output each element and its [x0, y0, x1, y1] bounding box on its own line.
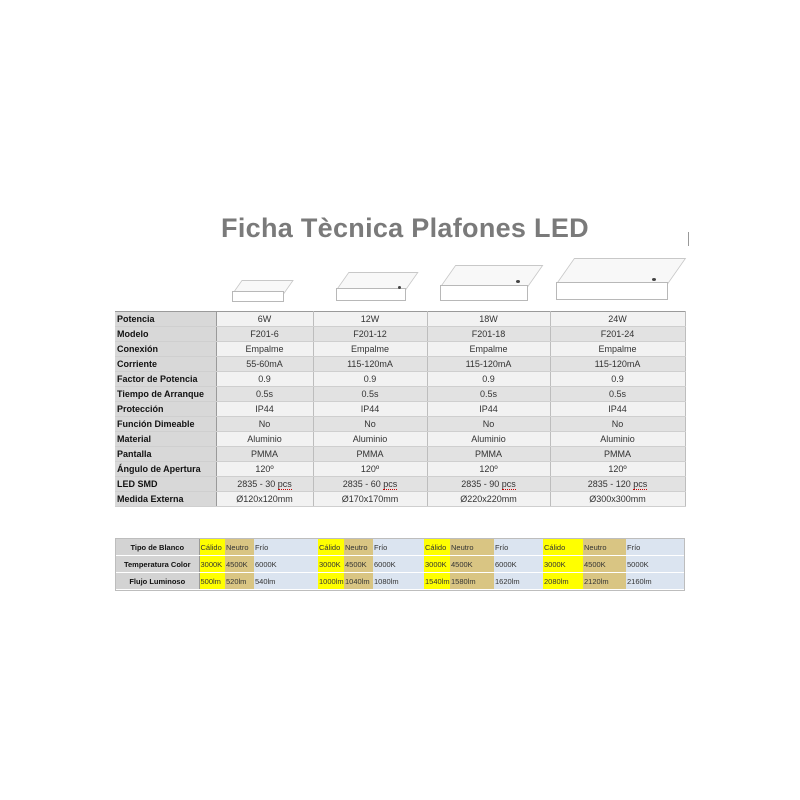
color-cell-neutral: 4500K — [225, 556, 254, 573]
color-cell-cold: 540lm — [254, 573, 303, 590]
spec-value: 24W — [550, 312, 685, 327]
spec-label: Pantalla — [115, 447, 216, 462]
color-cell-neutral: Neutro — [344, 539, 373, 556]
spec-value: Empalme — [427, 342, 550, 357]
spec-label: Modelo — [115, 327, 216, 342]
color-cell-warm: Cálido — [543, 539, 583, 556]
spec-value: 0.5s — [216, 387, 313, 402]
divider — [688, 232, 689, 246]
color-separator — [303, 556, 318, 573]
spec-label: Tiempo de Arranque — [115, 387, 216, 402]
spec-row — [115, 402, 685, 417]
color-cell-neutral: 4500K — [583, 556, 626, 573]
spec-value: F201-12 — [313, 327, 427, 342]
spec-value: IP44 — [427, 402, 550, 417]
color-row — [116, 556, 684, 573]
spec-value: 0.9 — [550, 372, 685, 387]
panel-6w-image — [232, 280, 284, 302]
color-cell-neutral: 1040lm — [344, 573, 373, 590]
color-cell-warm: 1540lm — [424, 573, 450, 590]
spec-value: 18W — [427, 312, 550, 327]
spec-value: Ø120x120mm — [216, 492, 313, 507]
spec-value: 0.5s — [313, 387, 427, 402]
color-cell-neutral: 1580lm — [450, 573, 494, 590]
color-cell-neutral: 4500K — [450, 556, 494, 573]
spec-row — [115, 462, 685, 477]
color-cell-warm: 1000lm — [318, 573, 344, 590]
spec-row — [115, 327, 685, 342]
color-row-label: Tipo de Blanco — [116, 539, 199, 556]
spec-label: Factor de Potencia — [115, 372, 216, 387]
color-cell-cold: 6000K — [373, 556, 424, 573]
spec-value: 120º — [427, 462, 550, 477]
spec-value: 0.9 — [313, 372, 427, 387]
spec-value: 2835 - 120 pcs — [550, 477, 685, 492]
spec-value: No — [216, 417, 313, 432]
panel-18w-image — [440, 265, 528, 301]
spec-value: PMMA — [313, 447, 427, 462]
spec-value: 12W — [313, 312, 427, 327]
spec-row — [115, 477, 685, 492]
spec-value: PMMA — [550, 447, 685, 462]
spec-label: Potencia — [115, 312, 216, 327]
spec-value: 0.5s — [550, 387, 685, 402]
spec-label: Función Dimeable — [115, 417, 216, 432]
spec-row — [115, 342, 685, 357]
spec-value: Ø220x220mm — [427, 492, 550, 507]
color-cell-cold: 1620lm — [494, 573, 543, 590]
spec-row — [115, 387, 685, 402]
color-cell-neutral: Neutro — [225, 539, 254, 556]
spec-label: Corriente — [115, 357, 216, 372]
spec-label: Material — [115, 432, 216, 447]
color-separator — [303, 539, 318, 556]
spec-label: LED SMD — [115, 477, 216, 492]
spec-value: Empalme — [216, 342, 313, 357]
spec-value: Empalme — [550, 342, 685, 357]
spec-value: F201-6 — [216, 327, 313, 342]
spec-value: 55-60mA — [216, 357, 313, 372]
spec-value: 120º — [550, 462, 685, 477]
color-row — [116, 573, 684, 590]
color-cell-warm: 500lm — [199, 573, 225, 590]
spec-value: IP44 — [313, 402, 427, 417]
panel-12w-image — [336, 272, 406, 301]
spec-value: IP44 — [216, 402, 313, 417]
color-temperature-table — [116, 539, 684, 590]
color-cell-neutral: Neutro — [450, 539, 494, 556]
color-cell-cold: 5000K — [626, 556, 684, 573]
spec-value: F201-24 — [550, 327, 685, 342]
spec-value: 0.9 — [427, 372, 550, 387]
spec-value: PMMA — [216, 447, 313, 462]
color-row — [116, 539, 684, 556]
spec-value: Aluminio — [550, 432, 685, 447]
spec-value: 2835 - 30 pcs — [216, 477, 313, 492]
color-cell-cold: Frío — [494, 539, 543, 556]
color-cell-cold: Frío — [254, 539, 303, 556]
color-cell-warm: Cálido — [199, 539, 225, 556]
spec-row — [115, 357, 685, 372]
spec-value: No — [313, 417, 427, 432]
spec-table — [115, 311, 686, 507]
spec-value: PMMA — [427, 447, 550, 462]
spec-value: Aluminio — [313, 432, 427, 447]
panel-24w-image — [556, 258, 668, 300]
spec-value: 115-120mA — [427, 357, 550, 372]
spec-label: Protección — [115, 402, 216, 417]
color-cell-neutral: 520lm — [225, 573, 254, 590]
spec-row — [115, 312, 685, 327]
spec-value: 115-120mA — [313, 357, 427, 372]
spec-value: IP44 — [550, 402, 685, 417]
spec-row — [115, 372, 685, 387]
spec-value: 2835 - 60 pcs — [313, 477, 427, 492]
spec-row — [115, 432, 685, 447]
spec-value: 6W — [216, 312, 313, 327]
spec-value: 115-120mA — [550, 357, 685, 372]
spec-value: Aluminio — [216, 432, 313, 447]
color-row-label: Temperatura Color — [116, 556, 199, 573]
spec-row — [115, 492, 685, 507]
color-cell-warm: 3000K — [318, 556, 344, 573]
spec-label: Medida Externa — [115, 492, 216, 507]
spec-value: 120º — [313, 462, 427, 477]
spec-value: No — [427, 417, 550, 432]
color-separator — [303, 573, 318, 590]
color-cell-neutral: 4500K — [344, 556, 373, 573]
color-cell-warm: 3000K — [424, 556, 450, 573]
color-cell-warm: 2080lm — [543, 573, 583, 590]
color-cell-warm: Cálido — [424, 539, 450, 556]
spec-value: F201-18 — [427, 327, 550, 342]
color-cell-warm: 3000K — [543, 556, 583, 573]
spec-label: Ángulo de Apertura — [115, 462, 216, 477]
color-cell-cold: Frío — [626, 539, 684, 556]
spec-value: 120º — [216, 462, 313, 477]
color-cell-neutral: Neutro — [583, 539, 626, 556]
color-cell-warm: 3000K — [199, 556, 225, 573]
spec-value: Empalme — [313, 342, 427, 357]
spec-row — [115, 447, 685, 462]
color-cell-cold: 2160lm — [626, 573, 684, 590]
spec-value: 0.5s — [427, 387, 550, 402]
page-title: Ficha Tècnica Plafones LED — [221, 213, 589, 243]
spec-value: 0.9 — [216, 372, 313, 387]
color-cell-cold: Frío — [373, 539, 424, 556]
color-cell-cold: 6000K — [494, 556, 543, 573]
spec-value: Aluminio — [427, 432, 550, 447]
spec-value: Ø170x170mm — [313, 492, 427, 507]
color-cell-cold: 6000K — [254, 556, 303, 573]
spec-row — [115, 417, 685, 432]
color-cell-cold: 1080lm — [373, 573, 424, 590]
spec-label: Conexión — [115, 342, 216, 357]
spec-value: Ø300x300mm — [550, 492, 685, 507]
spec-value: 2835 - 90 pcs — [427, 477, 550, 492]
spec-value: No — [550, 417, 685, 432]
color-cell-warm: Cálido — [318, 539, 344, 556]
color-cell-neutral: 2120lm — [583, 573, 626, 590]
color-row-label: Flujo Luminoso — [116, 573, 199, 590]
